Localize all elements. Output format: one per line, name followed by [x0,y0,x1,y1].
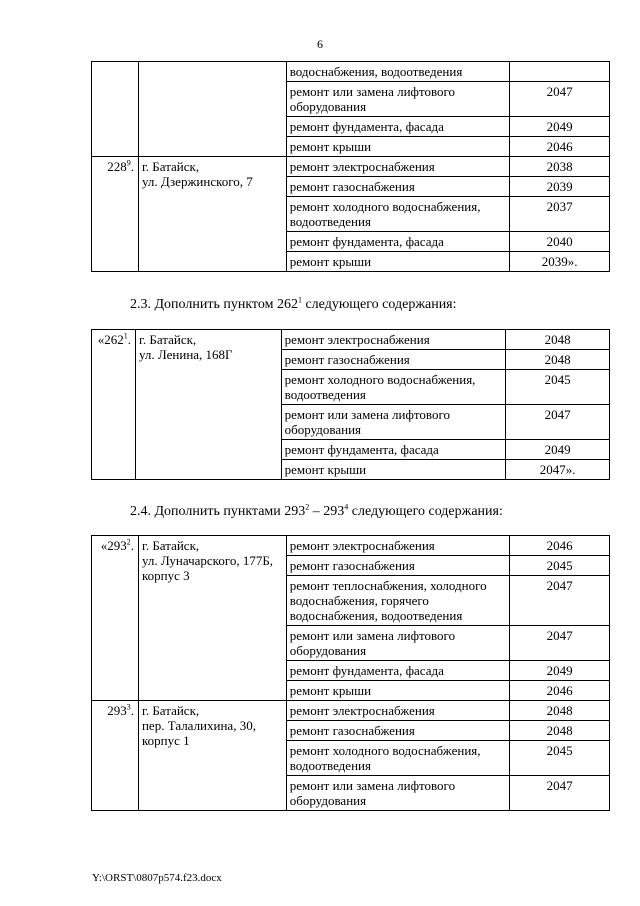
works-table-2 [91,329,610,480]
item-number-cell [92,701,139,811]
item-number-tail: . [130,538,134,553]
year-cell: 2039». [510,252,610,272]
works-table-1 [91,61,610,272]
item-number-cell [92,536,139,701]
year-cell: 2039 [510,177,610,197]
address-city: г. Батайск, [141,538,200,553]
address-city: г. Батайск, [138,332,197,347]
work-type-cell: ремонт газоснабжения [286,721,510,741]
year-cell: 2048 [506,350,610,370]
year-cell: 2046 [510,681,610,701]
year-cell: 2037 [510,197,610,232]
address-cell [138,536,286,701]
year-cell: 2047». [506,460,610,480]
paragraph-2-4 [130,504,503,520]
year-cell: 2048 [510,701,610,721]
address-street: ул. Дзержинского, 7 [141,174,253,189]
work-type-cell: ремонт или замена лифтового оборудования [286,626,510,661]
para-text: следующего содержания: [348,504,503,519]
address-cell [138,62,286,157]
address-cell [138,701,286,811]
work-type-cell: ремонт электроснабжения [286,157,510,177]
item-number-sup: 3 [126,702,131,712]
year-cell: 2049 [506,440,610,460]
work-type-cell: ремонт электроснабжения [281,330,506,350]
address-street: ул. Ленина, 168Г [138,347,233,362]
paragraph-2-3 [130,297,457,313]
work-type-cell: ремонт фундамента, фасада [286,661,510,681]
year-cell: 2047 [510,82,610,117]
work-type-cell: ремонт крыши [281,460,506,480]
year-cell: 2048 [510,721,610,741]
table-row [92,62,610,82]
item-number-tail: . [130,703,134,718]
work-type-cell: ремонт фундамента, фасада [286,232,510,252]
work-type-cell: ремонт или замена лифтового оборудования [281,405,506,440]
item-number-sup: 9 [126,158,131,168]
para-sup: 1 [297,295,302,305]
page-number: 6 [317,37,323,51]
table-row [92,536,610,556]
work-type-cell: ремонт или замена лифтового оборудования [286,776,510,811]
work-type-cell: ремонт крыши [286,137,510,157]
work-type-cell: ремонт фундамента, фасада [281,440,506,460]
para-text: – 293 [309,504,345,519]
item-number-cell [92,330,136,480]
item-number: 293 [107,703,127,718]
address-street: пер. Талалихина, 30, корпус 1 [141,718,256,748]
item-number: 228 [107,159,127,174]
address-street: ул. Луначарского, 177Б, корпус 3 [141,553,274,583]
para-text: 2.4. Дополнить пунктами 293 [130,504,306,519]
item-number: «293 [100,538,127,553]
year-cell: 2045 [506,370,610,405]
item-number-tail: . [127,332,131,347]
file-path-footer: Y:\ORST\0807p574.f23.docx [92,872,222,884]
table-row [92,157,610,177]
item-number-tail: . [130,159,134,174]
work-type-cell: ремонт крыши [286,252,510,272]
item-number-sup: 1 [123,331,128,341]
table-row [92,330,610,350]
work-type-cell: ремонт фундамента, фасада [286,117,510,137]
table-row [92,701,610,721]
work-type-cell: ремонт газоснабжения [286,556,510,576]
year-cell: 2045 [510,556,610,576]
works-table-3 [91,535,610,811]
address-city: г. Батайск, [141,159,200,174]
work-type-cell: ремонт теплоснабжения, холодного водоснабжения, горячего водоснабжения, водоотведения [286,576,510,626]
work-type-cell: водоснабжения, водоотведения [286,62,510,82]
year-cell [510,62,610,82]
para-text: следующего содержания: [301,297,457,312]
work-type-cell: ремонт крыши [286,681,510,701]
year-cell: 2046 [510,536,610,556]
item-number-cell [92,157,139,272]
year-cell: 2046 [510,137,610,157]
para-sup: 4 [344,502,349,512]
item-number: «262 [97,332,124,347]
work-type-cell: ремонт газоснабжения [286,177,510,197]
work-type-cell: ремонт электроснабжения [286,701,510,721]
year-cell: 2040 [510,232,610,252]
year-cell: 2038 [510,157,610,177]
para-text: 2.3. Дополнить пунктом 262 [130,297,298,312]
work-type-cell: ремонт или замена лифтового оборудования [286,82,510,117]
year-cell: 2049 [510,661,610,681]
year-cell: 2047 [510,776,610,811]
year-cell: 2047 [506,405,610,440]
address-cell [138,157,286,272]
item-number-sup: 2 [126,537,131,547]
year-cell: 2047 [510,626,610,661]
year-cell: 2045 [510,741,610,776]
year-cell: 2047 [510,576,610,626]
work-type-cell: ремонт холодного водоснабжения, водоотведения [286,197,510,232]
work-type-cell: ремонт холодного водоснабжения, водоотведения [281,370,506,405]
item-number-cell [92,62,139,157]
year-cell: 2048 [506,330,610,350]
work-type-cell: ремонт холодного водоснабжения, водоотведения [286,741,510,776]
address-city: г. Батайск, [141,703,200,718]
address-cell [135,330,281,480]
year-cell: 2049 [510,117,610,137]
work-type-cell: ремонт электроснабжения [286,536,510,556]
work-type-cell: ремонт газоснабжения [281,350,506,370]
para-sup: 2 [305,502,310,512]
